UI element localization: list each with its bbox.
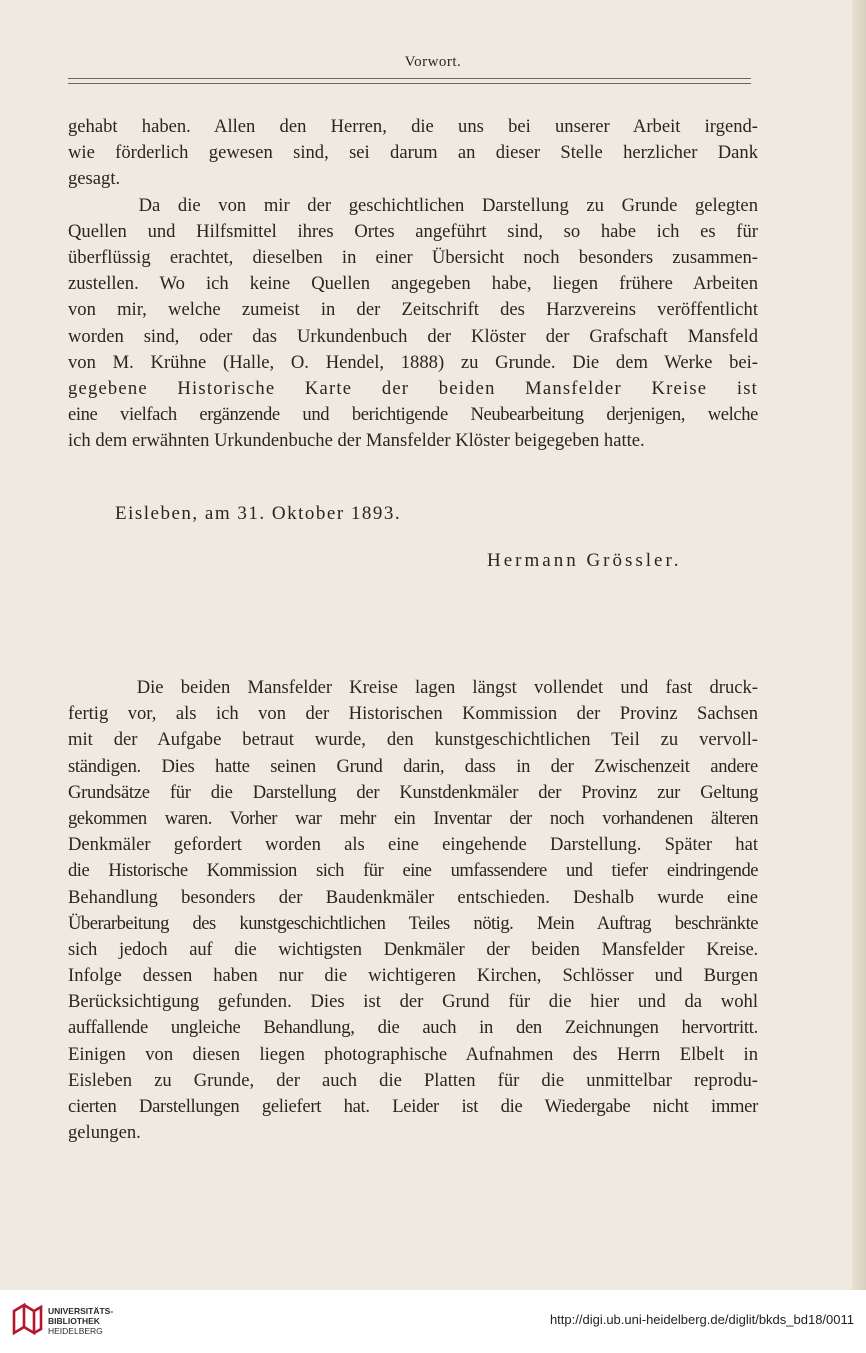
author-signature: Hermann Grössler. — [487, 550, 682, 571]
viewer-footer — [0, 1290, 866, 1353]
paragraph-block-preface — [68, 114, 758, 454]
paragraph-block-main — [68, 675, 758, 1146]
text-line: Überarbeitung des kunstgeschichtlichen Teiles nötig. Mein Auftrag beschränkte — [68, 912, 758, 934]
text-line: Berücksichtigung gefunden. Dies ist der Grund für die hier und da wohl — [68, 991, 758, 1013]
text-line: überflüssig erachtet, dieselben in einer Übersicht noch besonders zusammen- — [68, 246, 758, 268]
text-line: cierten Darstellungen geliefert hat. Leider ist die Wiedergabe nicht immer — [68, 1096, 758, 1117]
text-line: wie förderlich gewesen sind, sei darum an dieser Stelle herzlicher Dank — [68, 142, 758, 164]
text-line: mit der Aufgabe betraut wurde, den kunstgeschichtlichen Teil zu vervoll- — [68, 729, 758, 751]
library-logo-icon — [10, 1303, 44, 1337]
text-line: ich dem erwähnten Urkundenbuche der Mansfelder Klöster beigegeben hatte. — [68, 430, 645, 452]
text-line: gehabt haben. Allen den Herren, die uns bei unserer Arbeit irgend- — [68, 116, 758, 137]
text-line: gegebene Historische Karte der beiden Mansfelder Kreise ist — [68, 377, 758, 399]
library-name — [48, 1306, 113, 1336]
text-line: gekommen waren. Vorher war mehr ein Inventar der noch vorhandenen älteren — [68, 807, 758, 829]
text-line: von mir, welche zumeist in der Zeitschrift des Harzvereins veröffentlicht — [68, 299, 758, 321]
text-line: Grundsätze für die Darstellung der Kunstdenkmäler der Provinz zur Geltung — [68, 781, 758, 803]
library-name-line1: UNIVERSITÄTS- — [48, 1306, 114, 1316]
text-line: Da die von mir der geschichtlichen Darstellung zu Grunde gelegten — [68, 194, 758, 216]
text-line: worden sind, oder das Urkundenbuch der Klöster der Grafschaft Mansfeld — [68, 325, 758, 347]
text-line: Infolge dessen haben nur die wichtigeren Kirchen, Schlösser und Burgen — [68, 965, 758, 987]
text-line: Quellen und Hilfsmittel ihres Ortes angeführt sind, so habe ich es für — [68, 220, 758, 242]
permalink-url[interactable]: http://digi.ub.uni-heidelberg.de/diglit/bkds_bd18/0011 — [549, 1312, 854, 1327]
header-rule-bottom — [68, 83, 751, 84]
text-line: von M. Krühne (Halle, O. Hendel, 1888) zu Grunde. Die dem Werke bei- — [68, 351, 758, 373]
header-rule-top — [68, 78, 751, 79]
text-line: die Historische Kommission sich für eine umfassendere und tiefer eindringende — [68, 860, 758, 882]
text-line: gelungen. — [68, 1122, 141, 1144]
library-name-line2: BIBLIOTHEK — [48, 1316, 100, 1326]
text-line: ständigen. Dies hatte seinen Grund darin, dass in der Zwischenzeit andere — [68, 755, 758, 777]
text-line: zustellen. Wo ich keine Quellen angegeben habe, liegen frühere Arbeiten — [68, 273, 758, 295]
page-edge — [852, 0, 866, 1290]
dateline: Eisleben, am 31. Oktober 1893. — [115, 503, 402, 524]
text-line: gesagt. — [68, 168, 121, 190]
text-line: Einigen von diesen liegen photographische Aufnahmen des Herrn Elbelt in — [68, 1043, 758, 1065]
text-line: Die beiden Mansfelder Kreise lagen längst vollendet und fast druck- — [68, 677, 758, 698]
text-line: eine vielfach ergänzende und berichtigende Neubearbeitung derjenigen, welche — [68, 404, 758, 426]
running-title: Vorwort. — [404, 54, 462, 70]
text-line: Denkmäler gefordert worden als eine eingehende Darstellung. Später hat — [68, 834, 758, 856]
text-line: fertig vor, als ich von der Historischen Kommission der Provinz Sachsen — [68, 703, 758, 725]
text-line: Behandlung besonders der Baudenkmäler entschieden. Deshalb wurde eine — [68, 886, 758, 908]
library-name-line3: HEIDELBERG — [48, 1326, 103, 1336]
text-line: sich jedoch auf die wichtigsten Denkmäler der beiden Mansfelder Kreise. — [68, 938, 758, 960]
text-line: auffallende ungleiche Behandlung, die auch in den Zeichnungen hervortritt. — [68, 1017, 758, 1039]
text-line: Eisleben zu Grunde, der auch die Platten für die unmittelbar reprodu- — [68, 1069, 758, 1091]
